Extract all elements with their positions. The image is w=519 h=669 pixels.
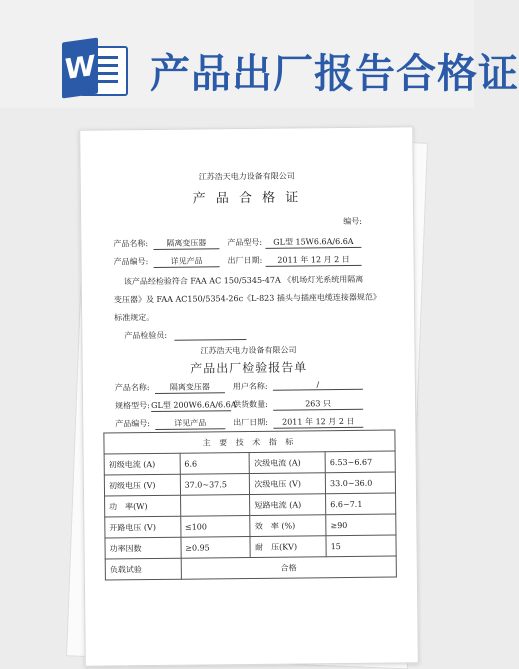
cert-title: 产 品 合 格 证 (192, 190, 302, 207)
table-row (105, 514, 396, 538)
spec-table (103, 429, 397, 580)
table-cell: ≤100 (180, 515, 250, 537)
word-letter: W (62, 37, 98, 98)
table-cell: 初级电压 (V) (104, 474, 180, 496)
table-row (105, 493, 396, 517)
report-spec: GL型 200W6.6A/6.6A (151, 400, 237, 411)
table-row (105, 535, 396, 559)
document-page (79, 126, 419, 666)
table-cell: 6.6~7.1 (326, 493, 396, 515)
table-header: 主 要 技 术 指 标 (104, 430, 395, 454)
report-date-label: 出厂日期: (233, 417, 269, 428)
cert-serial: 详见产品 (154, 255, 220, 268)
report-title: 产品出厂检验报告单 (190, 360, 308, 376)
banner (0, 0, 519, 108)
table-row (105, 556, 396, 580)
cert-model-label: 产品型号: (227, 237, 263, 248)
table-cell: 效 率 (%) (250, 515, 326, 537)
report-date: 2011 年 12 月 2 日 (273, 416, 363, 429)
report-user-label: 用户名称: (232, 381, 268, 392)
cert-company: 江苏浩天电力设备有限公司 (198, 171, 295, 182)
table-cell: 功率因数 (105, 537, 181, 559)
table-cell: 耐 压(KV) (250, 536, 326, 558)
report-company: 江苏浩天电力设备有限公司 (200, 345, 297, 356)
cert-inspector-line (174, 329, 246, 341)
load-test-result: 合格 (181, 556, 397, 579)
table-cell: 开路电压 (V) (105, 516, 181, 538)
report-qty: 263 只 (273, 398, 363, 411)
table-row (104, 451, 395, 475)
report-product-name: 隔离变压器 (155, 381, 225, 394)
table-cell: 次级电流 (A) (250, 452, 326, 474)
table-header-row (104, 430, 395, 454)
table-cell: 初级电流 (A) (104, 453, 180, 475)
cert-date: 2011 年 12 月 2 日 (266, 254, 362, 267)
cert-date-label: 出厂日期: (227, 255, 263, 266)
table-cell: 6.6 (180, 452, 250, 474)
table-cell: ≥90 (326, 514, 396, 536)
report-product-name-label: 产品名称: (114, 383, 150, 393)
cert-model: GL型 15W6.6A/6.6A (265, 236, 361, 249)
load-test-label: 负载试验 (105, 558, 181, 580)
report-spec-label: 规格型号: (115, 401, 150, 411)
cert-statement-line-3: 标准规定。 (114, 312, 155, 323)
table-cell: 短路电流 (A) (250, 494, 326, 516)
table-cell: 6.53~6.67 (325, 451, 395, 473)
table-cell: 功 率(W) (105, 495, 181, 517)
table-cell: ≥0.95 (181, 536, 251, 558)
table-cell: 33.0~36.0 (325, 472, 395, 494)
table-cell: 15 (326, 535, 396, 557)
cert-number-label: 编号: (343, 216, 362, 227)
report-serial-label: 产品编号: (115, 419, 151, 429)
report-user: / (273, 380, 363, 391)
banner-title: 产品出厂报告合格证 (150, 51, 519, 97)
table-row (104, 472, 395, 496)
cert-inspector-label: 产品检验员: (124, 330, 168, 341)
cert-product-name-label: 产品名称: (113, 239, 149, 249)
table-cell (180, 494, 250, 516)
table-cell: 37.0~37.5 (180, 473, 250, 495)
cert-statement-line-2: 变压器》及 FAA AC150/5354-26c《L-823 插头与插座电缆连接器规范》 (113, 292, 381, 305)
cert-serial-label: 产品编号: (113, 257, 149, 267)
cert-product-name: 隔离变压器 (153, 237, 219, 250)
cert-statement-line-1: 该产品经检验符合 FAA AC 150/5345-47A 《机场灯光系统用隔离 (123, 274, 364, 287)
word-document-icon (62, 40, 126, 96)
report-qty-label: 供货数量: (233, 399, 268, 410)
report-serial: 详见产品 (155, 417, 225, 430)
table-cell: 次级电压 (V) (250, 473, 326, 495)
